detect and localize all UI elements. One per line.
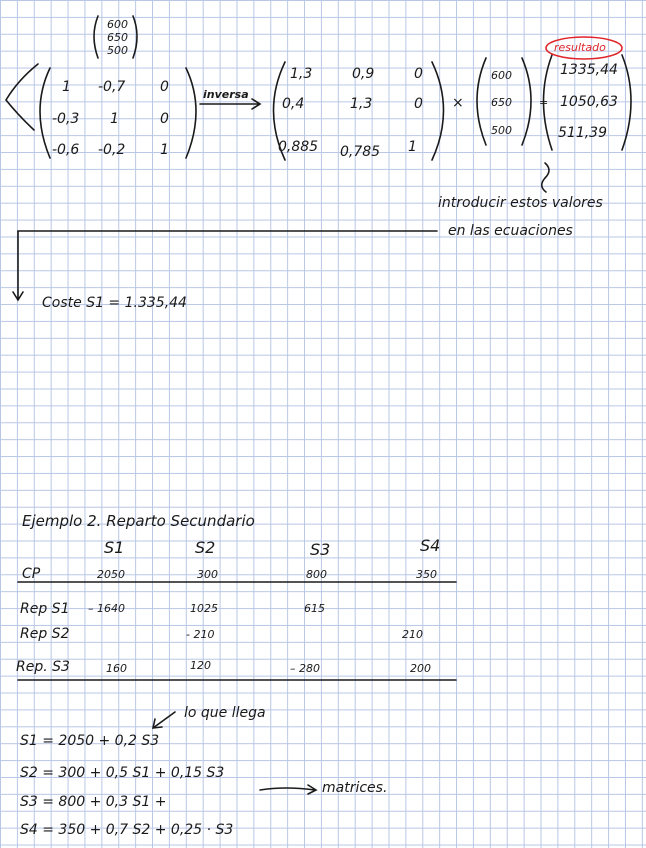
matrix-a-cell: -0,6: [52, 142, 80, 158]
table-cell: - 210: [186, 628, 215, 641]
result-value: 1050,63: [560, 94, 618, 110]
table-cell: 350: [416, 568, 437, 581]
matrices-note: matrices.: [322, 780, 388, 796]
table-row-label: Rep. S3: [16, 659, 70, 675]
matrix-a-left-paren: [40, 68, 50, 158]
matrix-inv-right-paren: [432, 62, 444, 160]
table-header: S2: [195, 538, 216, 557]
times-sign: ×: [452, 95, 464, 111]
result-label: resultado: [554, 41, 606, 54]
matrix-inv-cell: 0,9: [352, 66, 375, 82]
table-header: S4: [420, 536, 441, 555]
table-cell: 120: [190, 659, 211, 672]
matrix-inv-cell: 0: [414, 96, 423, 112]
matrix-inv-cell: 0,885: [278, 139, 319, 155]
matrix-inv-cell: 0,785: [340, 144, 381, 160]
result-right-paren: [622, 55, 631, 150]
matrices-arrow-icon: [260, 785, 316, 794]
table-cell: 1025: [190, 602, 218, 615]
matrix-a-cell: -0,3: [52, 111, 80, 127]
table-row-label: Rep S2: [20, 626, 70, 642]
equals-sign: =: [539, 96, 549, 109]
matrix-inv-cell: 1,3: [290, 66, 313, 82]
table-cell: 2050: [97, 568, 125, 581]
matrix-a-cell: 0: [160, 111, 169, 127]
vector-b-value: 500: [491, 124, 512, 137]
vector-b-value: 650: [491, 96, 512, 109]
table-cell: 200: [410, 662, 431, 675]
table-cell: 615: [304, 602, 325, 615]
matrix-inv-cell: 1,3: [350, 96, 373, 112]
inverse-label: inversa: [203, 88, 249, 101]
top-vector-left-paren: [94, 16, 98, 58]
matrix-inv-cell: 0: [414, 66, 423, 82]
equation: S1 = 2050 + 0,2 S3: [20, 733, 160, 749]
cost-line: Coste S1 = 1.335,44: [42, 295, 187, 311]
table-cell: 210: [402, 628, 423, 641]
equation: S4 = 350 + 0,7 S2 + 0,25 · S3: [20, 822, 234, 838]
vector-b-right-paren: [522, 58, 531, 145]
example-title: Ejemplo 2. Reparto Secundario: [22, 512, 255, 530]
matrix-a-cell: 1: [62, 79, 71, 95]
table-cell: – 280: [290, 662, 320, 675]
lead-down-arrow-icon: [13, 231, 23, 300]
equation: S3 = 800 + 0,3 S1 +: [20, 794, 167, 810]
matrix-a-cell: 1: [110, 111, 119, 127]
matrix-a-cell: 1: [160, 142, 169, 158]
lo-que-llega-note: lo que llega: [184, 705, 266, 721]
lo-que-llega-arrow-icon: [153, 712, 175, 728]
matrix-inv-cell: 1: [408, 139, 417, 155]
vector-b-left-paren: [477, 58, 486, 145]
table-cell: – 1640: [88, 602, 125, 615]
matrix-a-cell: -0,7: [98, 79, 126, 95]
result-value: 1335,44: [560, 62, 618, 78]
matrix-a-cell: -0,2: [98, 142, 126, 158]
vector-b-value: 600: [491, 69, 512, 82]
matrix-inv-cell: 0,4: [282, 96, 305, 112]
matrix-a-right-paren: [186, 68, 196, 158]
result-value: 511,39: [558, 125, 607, 141]
table-cell: 300: [197, 568, 218, 581]
note-line: introducir estos valores: [438, 195, 603, 211]
left-arrows-icon: [6, 64, 38, 130]
note-squiggle-icon: [542, 163, 549, 192]
note-line: en las ecuaciones: [448, 223, 573, 239]
top-vector-value: 500: [107, 44, 128, 57]
matrix-a-cell: 0: [160, 79, 169, 95]
table-row-label: Rep S1: [20, 601, 70, 617]
table-header: S3: [310, 540, 331, 559]
table-cell: 800: [306, 568, 327, 581]
table-cell: 160: [106, 662, 127, 675]
top-vector-value: 600: [107, 18, 128, 31]
table-row-label: CP: [22, 566, 41, 582]
top-vector-value: 650: [107, 31, 128, 44]
equation: S2 = 300 + 0,5 S1 + 0,15 S3: [20, 765, 225, 781]
top-vector-right-paren: [133, 16, 137, 58]
table-header: S1: [104, 538, 125, 557]
